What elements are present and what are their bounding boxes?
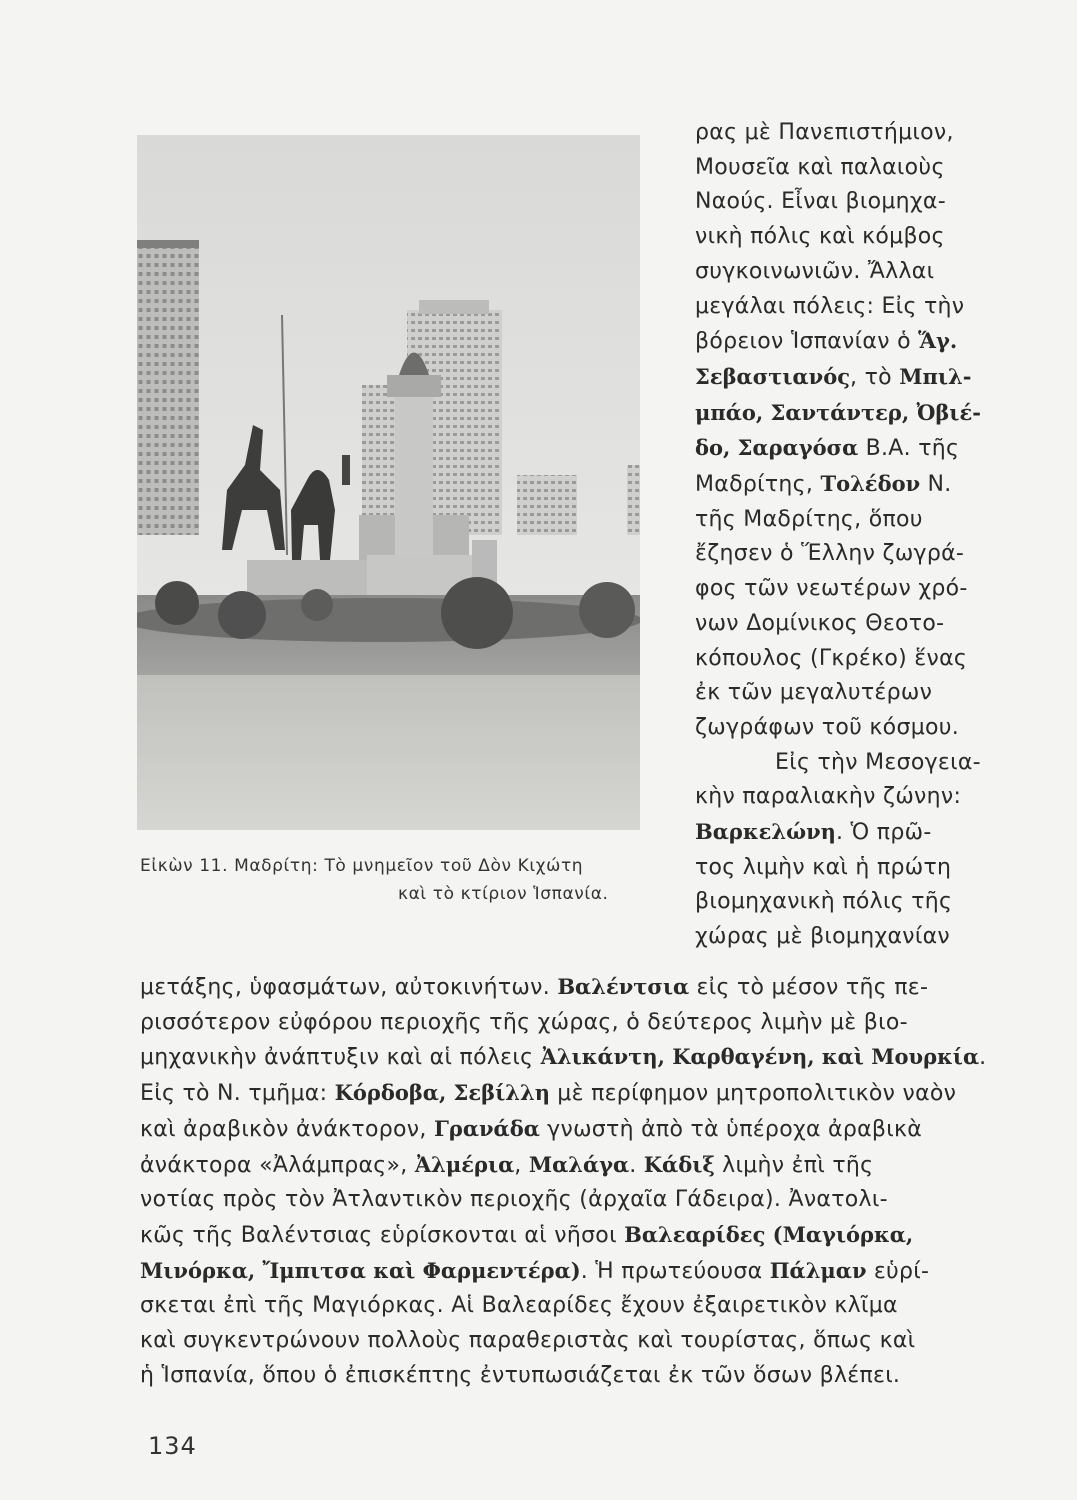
text-line: βιομηχανικὴ πόλις τῆς [695, 889, 953, 915]
monument-photo [137, 135, 640, 830]
text-line: νων Δομίνικος Θεοτο- [695, 610, 945, 636]
right-column-text [695, 116, 985, 955]
figure-caption [140, 852, 660, 908]
text-line: ἡ Ἱσπανία, ὅπου ὁ ἐπισκέπτης ἐντυπωσιάζεται ἐκ τῶν ὅσων βλέπει. [140, 1362, 901, 1388]
place-name: Βαρκελώνη [695, 819, 836, 845]
place-name: Σεβαστιανός [695, 363, 851, 389]
text-line: συγκοινωνιῶν. Ἄλλαι [695, 258, 935, 284]
place-name: δο, Σαραγόσα [695, 435, 859, 461]
text-line [695, 396, 985, 432]
text-line: καὶ συγκεντρώνουν πολλοὺς παραθεριστὰς καὶ τουρίστας, ὅπως καὶ [140, 1328, 916, 1354]
place-name: Μπιλ- [899, 363, 972, 389]
text-line: Εἰς τὴν Μεσογεια- [775, 749, 981, 775]
place-name: Γρανάδα [433, 1115, 540, 1141]
text-line: Μαδρίτης, Τολέδον Ν. [695, 471, 952, 498]
text-line: σκεται ἐπὶ τῆς Μαγιόρκας. Αἱ Βαλεαρίδες ἔχουν ἐξαιρετικὸν κλῖμα [140, 1293, 898, 1319]
place-name: Πάλμαν [769, 1257, 867, 1283]
place-name: Τολέδον [820, 471, 921, 497]
text-line: ἀνάκτορα «Ἀλάμπρας», Ἀλμέρια, Μαλάγα. Κάδιξ λιμὴν ἐπὶ τῆς [140, 1151, 874, 1178]
text-line: Ναούς. Εἶναι βιομηχα- [695, 189, 946, 215]
text-line: ρισσότερον εὐφόρου περιοχῆς τῆς χώρας, ὁ δεύτερος λιμὴν μὲ βιο- [140, 1009, 908, 1035]
place-name: Μαλάγα [528, 1151, 630, 1177]
text-line: ἔζησεν ὁ Ἕλλην ζωγρά- [695, 541, 965, 567]
text-line: Εἰς τὸ Ν. τμῆμα: Κόρδοβα, Σεβίλλη μὲ περίφημον μητροπολιτικὸν ναὸν [140, 1080, 957, 1107]
text-line: καὶ ἀραβικὸν ἀνάκτορον, Γρανάδα γνωστὴ ἀπὸ τὰ ὑπέροχα ἀραβικὰ [140, 1115, 923, 1142]
text-line: κὴν παραλιακὴν ζώνην: [695, 784, 962, 810]
text-line: ζωγράφων τοῦ κόσμου. [695, 714, 960, 740]
place-name: Κάδιξ [643, 1151, 715, 1177]
full-width-text [140, 970, 990, 1393]
place-name: Βαλεαρίδες (Μαγιόρκα, [624, 1221, 914, 1247]
text-line: βόρειον Ἱσπανίαν ὁ Ἅγ. [695, 328, 958, 355]
text-line: μετάξης, ὑφασμάτων, αὐτοκινήτων. Βαλέντσια εἰς τὸ μέσον τῆς πε- [140, 974, 929, 1000]
text-line: ρας μὲ Πανεπιστήμιον, [695, 120, 954, 145]
text-line: τῆς Μαδρίτης, ὅπου [695, 506, 923, 532]
text-line: Μινόρκα, Ἴμπιτσα καὶ Φαρμεντέρα). Ἡ πρωτεύουσα Πάλμαν εὑρί- [140, 1257, 930, 1284]
text-line: Σεβαστιανός, τὸ Μπιλ- [695, 363, 972, 390]
text-line: κόπουλος (Γκρέκο) ἕνας [695, 645, 968, 671]
text-line: Μουσεῖα καὶ παλαιοὺς [695, 154, 945, 180]
text-line: δο, Σαραγόσα Β.Α. τῆς [695, 435, 960, 462]
text-line: τος λιμὴν καὶ ἡ πρώτη [695, 854, 952, 880]
text-line: κῶς τῆς Βαλέντσιας εὑρίσκονται αἱ νῆσοι Βαλεαρίδες (Μαγιόρκα, [140, 1221, 914, 1248]
caption-line-2: καὶ τὸ κτίριον Ἱσπανία. [398, 884, 609, 904]
text-line: Βαρκελώνη. Ὁ πρῶ- [695, 819, 932, 846]
text-line: νοτίας πρὸς τὸν Ἀτλαντικὸν περιοχῆς (ἀρχαῖα Γάδειρα). Ἀνατολι- [140, 1187, 888, 1213]
place-name: μπάο, Σαντάντερ, Ὀβιέ- [695, 399, 981, 425]
text-line: φος τῶν νεωτέρων χρό- [695, 576, 968, 602]
place-name: Κόρδοβα, Σεβίλλη [334, 1080, 550, 1106]
place-name: Ἀλμέρια [414, 1151, 515, 1177]
text-line: νικὴ πόλις καὶ κόμβος [695, 224, 945, 250]
text-line: μηχανικὴν ἀνάπτυξιν καὶ αἱ πόλεις Ἀλικάντη, Καρθαγένη, καὶ Μουρκία. [140, 1044, 987, 1071]
text-line: ἐκ τῶν μεγαλυτέρων [695, 680, 933, 706]
photo-illustration [137, 135, 640, 830]
place-name: Βαλέντσια [557, 974, 690, 999]
page-number: 134 [148, 1432, 197, 1460]
caption-line-1: Εἰκὼν 11. Μαδρίτη: Τὸ μνημεῖον τοῦ Δὸν Κιχώτη [140, 856, 584, 876]
place-name: Ἀλικάντη, Καρθαγένη, καὶ Μουρκία [540, 1044, 980, 1070]
text-line: χώρας μὲ βιομηχανίαν [695, 924, 951, 950]
place-name: Ἅγ. [918, 328, 958, 354]
place-name: Μινόρκα, Ἴμπιτσα καὶ Φαρμεντέρα) [140, 1257, 581, 1283]
text-line: μεγάλαι πόλεις: Εἰς τὴν [695, 293, 965, 319]
